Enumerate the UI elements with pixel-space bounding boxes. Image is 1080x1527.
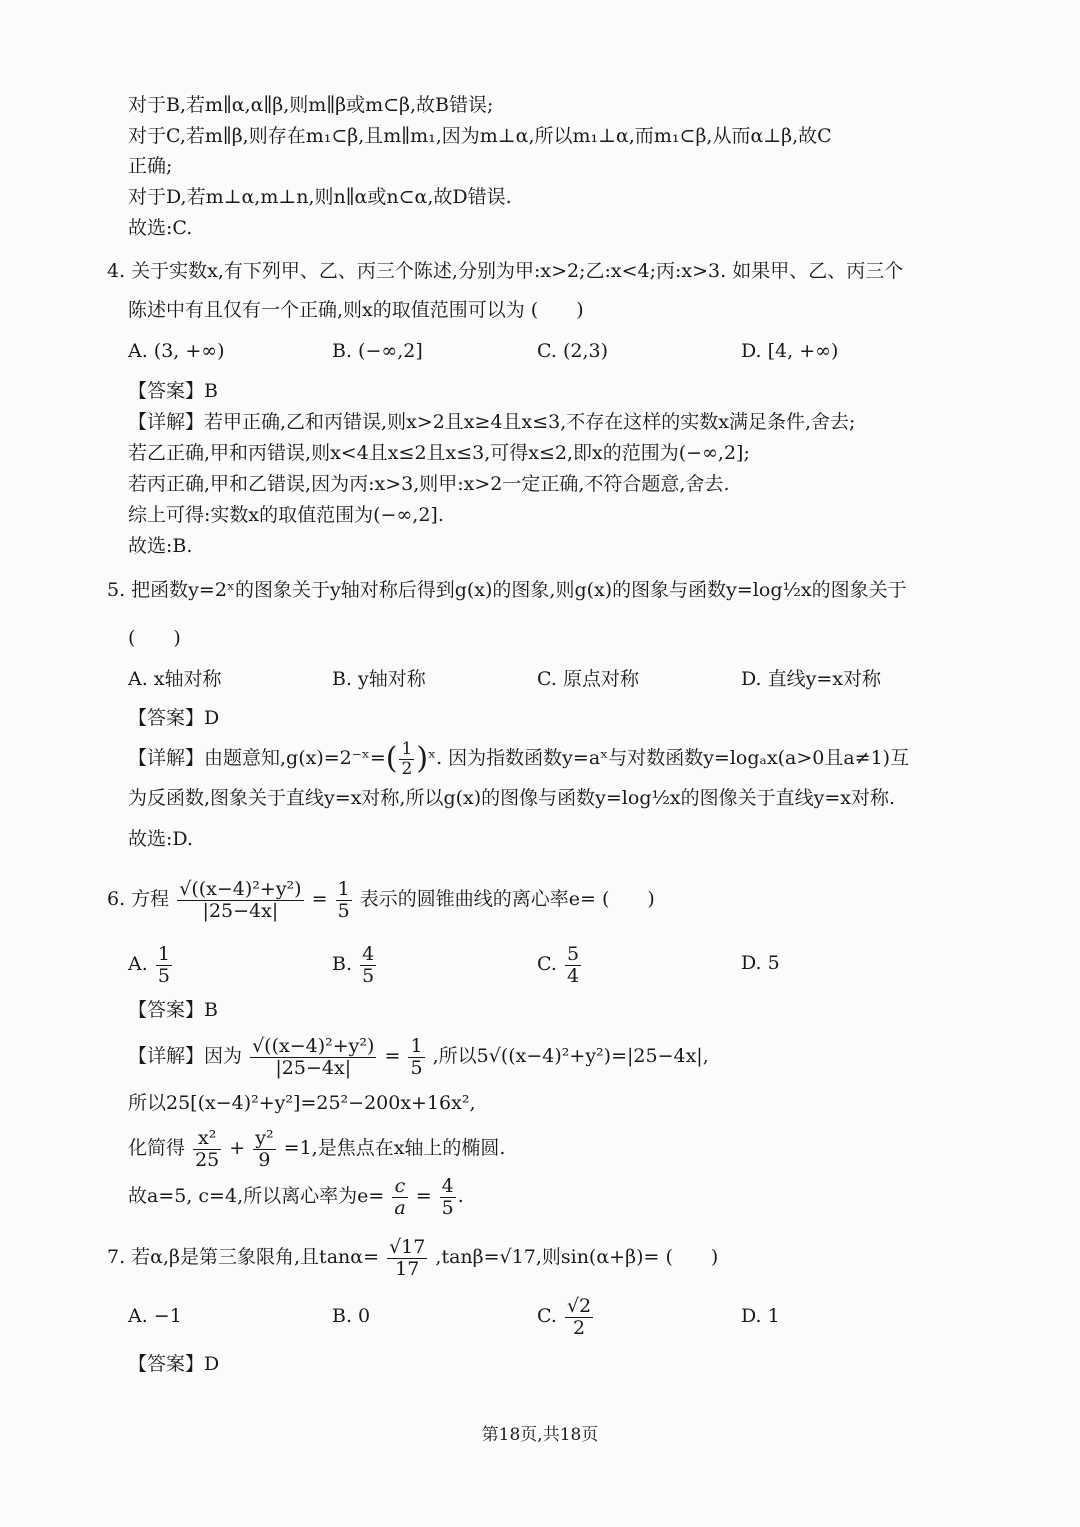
q6-detail-eq: =: [384, 1045, 401, 1067]
frac-num: 4: [362, 942, 375, 965]
q7-answer: 【答案】D: [128, 1353, 220, 1375]
eq-sign: =: [415, 1185, 432, 1207]
option-fraction: [565, 944, 581, 987]
q7-option-d: D. 1: [741, 1305, 780, 1327]
q4-option-a: A. (3, +∞): [128, 340, 225, 362]
q4-detail-4: 综上可得:实数x的取值范围为(−∞,2].: [128, 504, 444, 526]
paren-close: ): [416, 741, 429, 776]
q5-detail-2: 为反函数,图象关于直线y=x对称,所以g(x)的图像与函数y=log½x的图像关于直线y=x对称.: [128, 787, 896, 809]
q7-stem: [107, 1232, 718, 1282]
frac-den: 5: [337, 899, 350, 922]
q7-option-a: A. −1: [128, 1305, 182, 1327]
q6-detail-1-b: ,所以5√((x−4)²+y²)=|25−4x|,: [432, 1045, 709, 1067]
q5-half-fraction: [399, 740, 414, 778]
frac-num: 1: [401, 738, 413, 759]
q5-option-d: D. 直线y=x对称: [741, 668, 882, 690]
q4-option-c: C. (2,3): [537, 340, 608, 362]
prev-line-c1: 对于C,若m∥β,则存在m₁⊂β,且m∥m₁,因为m⊥α,所以m₁⊥α,而m₁⊂β,从而α⊥β,故C: [128, 125, 832, 147]
frac-num: √((x−4)²+y²): [252, 1034, 375, 1057]
q6-option-a: [128, 942, 174, 986]
c-over-a-fraction: [392, 1176, 407, 1219]
frac-num: x²: [193, 1128, 221, 1150]
frac-num: √((x−4)²+y²): [179, 877, 302, 900]
q6-detail-4: [128, 1172, 464, 1220]
q6-option-c: [537, 942, 583, 986]
q6-detail-3-b: =1,是焦点在x轴上的椭圆.: [283, 1137, 506, 1159]
q6-answer: 【答案】B: [128, 999, 218, 1021]
q6-detail-2: 所以25[(x−4)²+y²]=25²−200x+16x²,: [128, 1092, 476, 1114]
q4-option-d: D. [4, +∞): [741, 340, 839, 362]
period: .: [457, 1185, 464, 1207]
q6-stem-eq: =: [311, 888, 328, 910]
q7-option-c: [537, 1294, 595, 1338]
frac-den: 2: [401, 758, 413, 779]
q6-stem-fraction-2: [336, 879, 352, 922]
option-label: C.: [537, 1305, 557, 1327]
frac-den: |25−4x|: [275, 1056, 352, 1079]
prev-line-d: 对于D,若m⊥α,m⊥n,则n∥α或n⊂α,故D错误.: [128, 186, 512, 208]
q4-stem-line1: 4. 关于实数x,有下列甲、乙、丙三个陈述,分别为甲:x>2;乙:x<4;丙:x>3. 如果甲、乙、丙三个: [107, 260, 904, 282]
option-fraction: [156, 944, 172, 987]
q6-detail-1-a: 【详解】因为: [128, 1045, 243, 1067]
frac-den: 5: [441, 1196, 454, 1219]
q5-stem-line1: 5. 把函数y=2ˣ的图象关于y轴对称后得到g(x)的图象,则g(x)的图象与函数y=log½x的图象关于: [107, 579, 907, 601]
q6-option-d: D. 5: [741, 952, 780, 974]
frac-den: 9: [258, 1148, 271, 1171]
frac-den: 5: [362, 964, 375, 987]
q5-detail-1-b: ˣ. 因为指数函数y=aˣ与对数函数y=logₐx(a>0且a≠1)互: [428, 747, 910, 769]
option-label: B.: [332, 953, 353, 975]
frac-num: 1: [157, 942, 170, 965]
frac-num: y²: [255, 1126, 274, 1149]
frac-den: 4: [566, 964, 580, 987]
q6-detail-1: [128, 1030, 709, 1082]
frac-den: 25: [195, 1148, 220, 1171]
frac-num: √17: [389, 1235, 426, 1258]
plus-sign: +: [229, 1137, 246, 1159]
q7-option-b: B. 0: [332, 1305, 371, 1327]
q5-choose: 故选:D.: [128, 828, 193, 850]
q4-detail-2: 若乙正确,甲和丙错误,则x<4且x≤2且x≤3,可得x≤2,即x的范围为(−∞,2];: [128, 442, 750, 464]
q5-stem-line2: ( ): [128, 627, 181, 649]
frac-num: 1: [410, 1034, 423, 1057]
frac-den: |25−4x|: [202, 899, 279, 922]
q6-detail-fraction-2: [408, 1036, 424, 1079]
q6-stem: [107, 872, 655, 926]
frac-den: a: [394, 1196, 406, 1219]
option-fraction: [565, 1296, 593, 1339]
q6-stem-fraction: [177, 879, 303, 922]
q7-tan-fraction: [387, 1237, 427, 1280]
q5-option-b: B. y轴对称: [332, 668, 426, 690]
prev-choose: 故选:C.: [128, 217, 193, 239]
option-label: C.: [537, 953, 557, 975]
q4-detail-1: 【详解】若甲正确,乙和丙错误,则x>2且x≥4且x≤3,不存在这样的实数x满足条件,舍去;: [128, 411, 856, 433]
q5-detail-1-a: 【详解】由题意知,g(x)=2⁻ˣ=: [128, 747, 386, 769]
q6-detail-fraction: [250, 1036, 376, 1079]
x-squared-fraction: [193, 1128, 221, 1171]
frac-num: √2: [566, 1294, 592, 1317]
paren-open: (: [385, 741, 398, 776]
q4-stem-line2: 陈述中有且仅有一个正确,则x的取值范围可以为 ( ): [128, 299, 584, 321]
q6-stem-a: 6. 方程: [107, 888, 170, 910]
frac-den: 5: [410, 1056, 423, 1079]
q4-option-b: B. (−∞,2]: [332, 340, 423, 362]
frac-num: 4: [441, 1174, 454, 1197]
prev-line-b: 对于B,若m∥α,α∥β,则m∥β或m⊂β,故B错误;: [128, 94, 494, 116]
option-fraction: [360, 944, 376, 987]
four-fifths-fraction: [440, 1176, 456, 1219]
q5-option-c: C. 原点对称: [537, 668, 639, 690]
q6-option-b: [332, 942, 378, 986]
option-label: A.: [128, 953, 148, 975]
frac-num: c: [392, 1176, 407, 1198]
q4-choose: 故选:B.: [128, 535, 193, 557]
q5-option-a: A. x轴对称: [128, 668, 222, 690]
q7-stem-a: 7. 若α,β是第三象限角,且tanα=: [107, 1246, 380, 1268]
q6-detail-4-a: 故a=5, c=4,所以离心率为e=: [128, 1185, 385, 1207]
frac-num: 5: [566, 942, 580, 965]
q6-stem-b: 表示的圆锥曲线的离心率e= ( ): [359, 888, 655, 910]
frac-den: 17: [395, 1257, 420, 1280]
q5-detail-1: [128, 738, 909, 779]
q7-stem-b: ,tanβ=√17,则sin(α+β)= ( ): [435, 1246, 719, 1268]
frac-den: 2: [573, 1316, 586, 1339]
page-footer: 第18页,共18页: [481, 1425, 599, 1445]
frac-num: 1: [337, 877, 350, 900]
q4-answer: 【答案】B: [128, 380, 218, 402]
y-squared-fraction: [253, 1128, 275, 1171]
q4-detail-3: 若丙正确,甲和乙错误,因为丙:x>3,则甲:x>2一定正确,不符合题意,舍去.: [128, 473, 730, 495]
frac-den: 5: [157, 964, 170, 987]
q6-detail-3-a: 化简得: [128, 1137, 186, 1159]
prev-line-c2: 正确;: [128, 155, 173, 177]
q5-answer: 【答案】D: [128, 707, 220, 729]
q6-detail-3: [128, 1124, 505, 1172]
